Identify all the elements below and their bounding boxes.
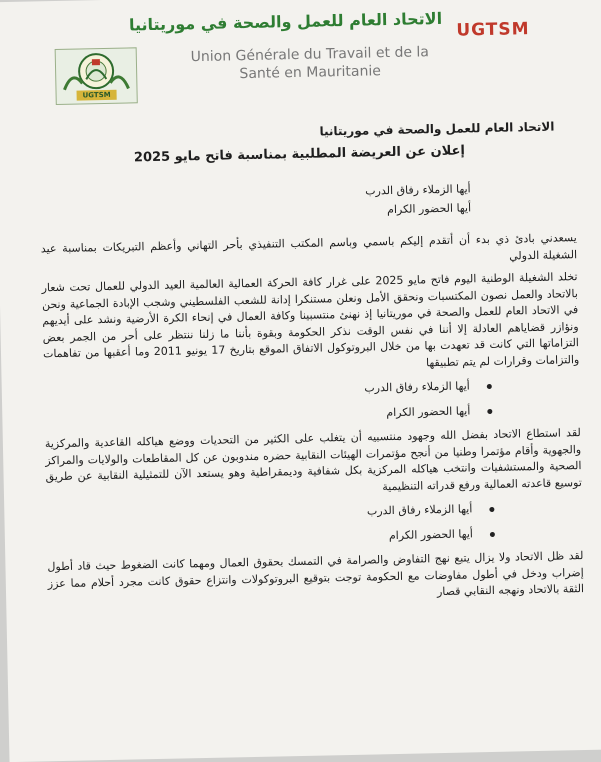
paragraph-achievements: لقد استطاع الاتحاد بفضل الله وجهود منتسبيه أن يتغلب على الكثير من التحديات ووضع هياكله القاعدية والمركزية والجهوية وأقام مؤتمرا وطنيا من أنجح مؤتمرات الهيئات النقابية حضره مندوبون عن كل المقاطعات والولايات والمراكز الصحية والمستشفيات وانتخب هياكله المركزية بكل شفافية وديمقراطية وهو يستعد الآن للتمثيلية النقابية عن طريق توسيع قاعدته العمالية ورفع قدراته التنظيمية	[44, 426, 582, 493]
paragraph-greeting: يسعدني بادئ ذي بدء أن أتقدم إليكم باسمي وباسم المكتب التنفيذي بأحر التهاني وأعظم التبريكات بمناسبة عيد الشغيلة الدولي	[40, 231, 578, 263]
bullet-audience: أيها الحضور الكرام	[44, 401, 580, 429]
org-name-french	[145, 42, 476, 85]
logo-banner: UGTSM	[77, 90, 117, 101]
org-name-arabic: الاتحاد العام للعمل والصحة في موريتانيا	[128, 8, 443, 35]
letter-body	[38, 118, 584, 615]
org-name-french-line-1: Union Générale du Travail et de la	[190, 44, 430, 66]
salutation-colleagues: أيها الزملاء رفاق الدرب	[365, 182, 471, 198]
org-acronym: UGTSM	[456, 19, 530, 41]
org-name-french-line-2: Santé en Mauritanie	[239, 63, 382, 83]
letter-subtitle: إعلان عن العريضة المطلبية بمناسبة فاتح مايو 2025	[133, 142, 466, 165]
union-logo	[55, 47, 138, 105]
bullet-audience-2: أيها الحضور الكرام	[47, 524, 583, 552]
bullet-colleagues-2: أيها الزملاء رفاق الدرب	[46, 499, 582, 527]
paragraph-negotiations: لقد ظل الاتحاد ولا يزال يتبع نهج التفاوض والصرامة في التمسك بحقوق العمال ومهما كانت الضغوط حيث قاد أطول إضراب ودخل في أطول مفاوضات مع الحكومة توجت بتوقيع البروتوكولات وانتزاع حقوق كانت مجرد أحلام مما عزز الثقة بالاتحاد ونهجه النقابي قصار	[47, 549, 585, 599]
bullet-list-2	[46, 499, 583, 551]
letter-title: الاتحاد العام للعمل والصحة في موريتانيا	[319, 119, 555, 139]
letterhead	[0, 0, 601, 122]
bullet-colleagues: أيها الزملاء رفاق الدرب	[44, 376, 580, 404]
paragraph-may-day: تخلد الشغيلة الوطنية اليوم فاتح مايو 2025 على غرار كافة الحركة العمالية العالمية العيد الدولي للعمال تحت شعار بالاتحاد والعمل نصون المكتسبات ونحقق الأمل ونعلن مستنكرا إدانة للشعب الفلسطيني وشجب الإبادة الجماعية ونحن في الاتحاد العام للعمل والصحة في موريتانيا إذ نهنئ منتسبينا وكافة العمال في إنحاء الكرة الأرضية ونشد على أيديهم ونؤازر قضاياهم العادلة إلا أننا في نفس الوقت نذكر الحكومة وبقوة بأننا ما زلنا ننتظر على أحر من الجمر بعض التزاماتها التي كانت قد تعهدت بها من خلال البروتوكول الاتفاق الموقع بتاريخ 17 يونيو 2011 وما أعقبها من تفاهمات والتزامات وقرارات لم يتم تطبيقها	[41, 270, 580, 369]
bullet-list-1	[44, 376, 581, 428]
salutation-audience: أيها الحضور الكرام	[386, 200, 472, 216]
